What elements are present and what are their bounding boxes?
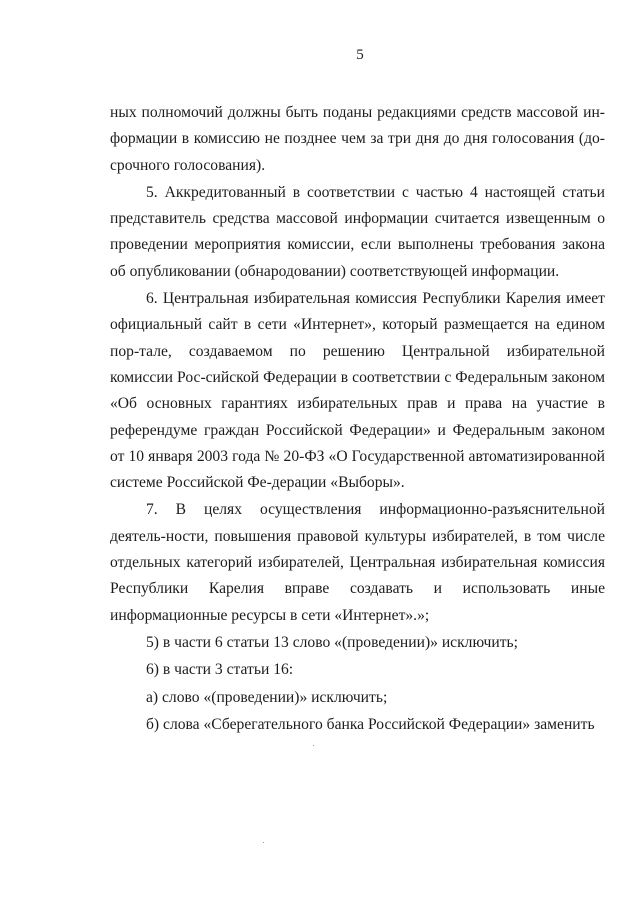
document-body	[110, 100, 605, 738]
paragraph-continuation: ных полномочий должны быть поданы редакциями средств массовой ин-формации в комиссию не позднее чем за три дня до дня голосования (до-срочного голосования).	[110, 104, 605, 174]
amendment-subpoint-b: б) слова «Сберегательного банка Российской Федерации» заменить	[146, 715, 595, 733]
amendment-point-5: 5) в части 6 статьи 13 слово «(проведении)» исключить;	[146, 633, 518, 651]
paragraph-item-7: 7. В целях осуществления информационно-разъяснительной деятель-ности, повышения правовой культуры избирателей, в том числе отдельных категорий избирателей, Центральная избирательная комиссия Республики Карелия вправе создавать и использовать иные информационные ресурсы в сети «Интернет».»;	[110, 501, 605, 624]
paragraph-item-5: 5. Аккредитованный в соответствии с частью 4 настоящей статьи представитель средства массовой информации считается извещенным о проведении мероприятия комиссии, если выполнены требования закона об опубликовании (обнародовании) соответствующей информации.	[110, 183, 605, 280]
page-number: 5	[356, 47, 364, 63]
amendment-point-6: 6) в части 3 статьи 16:	[146, 661, 294, 679]
amendment-subpoint-a: а) слово «(проведении)» исключить;	[146, 688, 388, 706]
scan-speck	[313, 745, 314, 746]
scan-speck	[263, 842, 264, 843]
paragraph-item-6: 6. Центральная избирательная комиссия Республики Карелия имеет официальный сайт в сети «Интернет», который размещается на едином пор-тале, создаваемом по решению Центральной избирательной комиссии Рос-сийской Федерации в соответствии с Федеральным законом «Об основных гарантиях избирательных прав и права на участие в референдуме граждан Российской Федерации» и Федеральным законом от 10 января 2003 года № 20-ФЗ «О Государственной автоматизированной системе Российской Фе-дерации «Выборы».	[110, 290, 605, 492]
